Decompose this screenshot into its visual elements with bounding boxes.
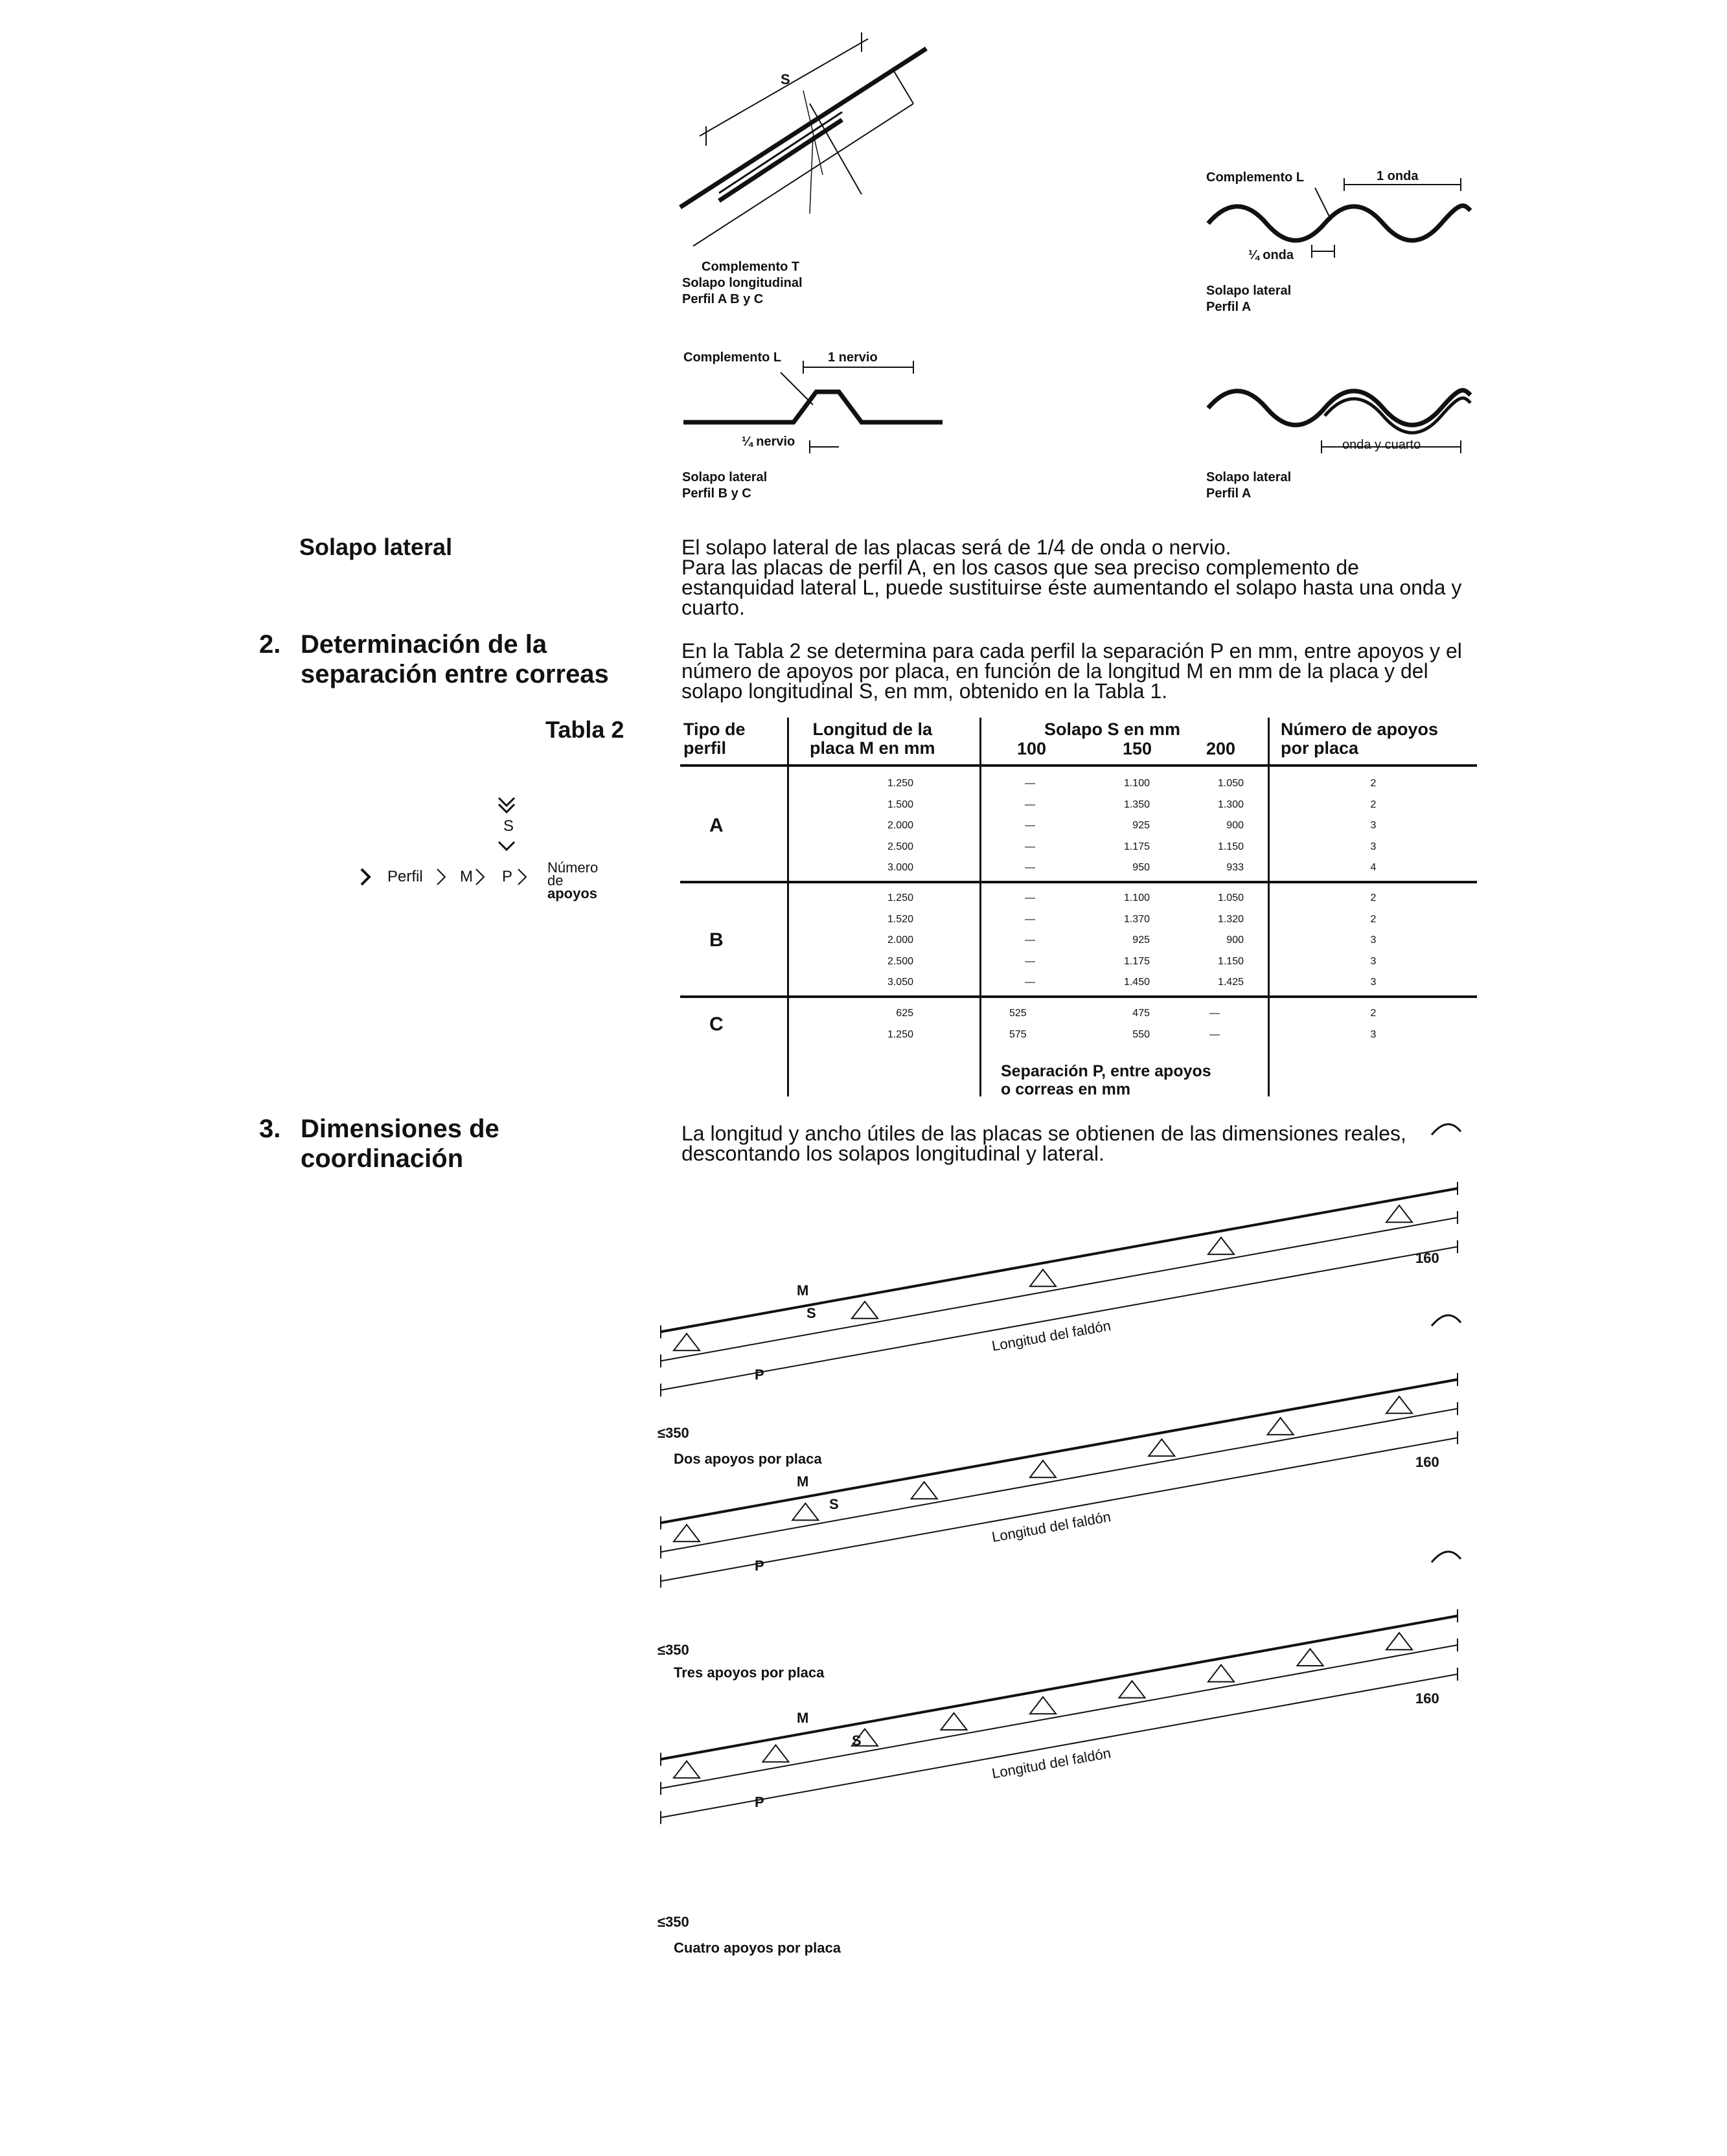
roof-m: M bbox=[797, 1473, 809, 1490]
table-header-rule bbox=[680, 764, 1477, 767]
perfil-a: A bbox=[709, 815, 724, 836]
th-solapo: Solapo S en mm bbox=[1044, 720, 1181, 739]
support-triangle bbox=[1268, 1418, 1294, 1435]
fig2-caption: Solapo lateral Perfil A bbox=[1206, 284, 1292, 314]
fig2-label-complemento: Complemento L bbox=[1206, 170, 1305, 185]
fig4-caption: Solapo lateral Perfil A bbox=[1206, 470, 1292, 501]
roof-line bbox=[661, 1616, 1458, 1759]
roof-faldon: Longitud del faldón bbox=[990, 1508, 1112, 1545]
roof-faldon: Longitud del faldón bbox=[990, 1745, 1112, 1782]
roof-line bbox=[661, 1379, 1458, 1523]
fig3-label-cuarto: ¼ nervio bbox=[742, 435, 795, 449]
col-b-s100: — — — — — bbox=[1025, 892, 1035, 988]
perfil-c: C bbox=[709, 1014, 724, 1035]
support-triangle bbox=[763, 1745, 789, 1762]
col-b-s150: 1.100 1.370 925 1.175 1.450 bbox=[1123, 892, 1150, 988]
flow-s: S bbox=[503, 817, 514, 835]
section3-text: La longitud y ancho útiles de las placas se obtienen de las dimensiones reales, descontando los solapos longitudinal y lateral. bbox=[681, 1122, 1406, 1165]
table-vline-2 bbox=[979, 718, 981, 1096]
th-s150: 150 bbox=[1123, 739, 1152, 758]
support-triangle bbox=[1149, 1439, 1174, 1456]
roof-edge: 160 bbox=[1415, 1250, 1439, 1266]
col-c-s100: 525 575 bbox=[1009, 1008, 1027, 1040]
support-triangle bbox=[1030, 1697, 1056, 1714]
roof-faldon: Longitud del faldón bbox=[990, 1317, 1112, 1354]
support-triangle bbox=[1298, 1649, 1323, 1666]
roof-limit: ≤350 bbox=[658, 1642, 689, 1658]
roof-line bbox=[661, 1188, 1458, 1332]
support-triangle bbox=[1386, 1396, 1412, 1413]
table-rule-b bbox=[680, 995, 1477, 998]
fig4-label-onda-cuarto: onda y cuarto bbox=[1342, 438, 1421, 452]
support-triangle bbox=[792, 1503, 818, 1520]
figure-solapo-lateral-onda bbox=[1205, 175, 1477, 278]
col-c-apoyos: 2 3 bbox=[1370, 1008, 1377, 1040]
roof-s: S bbox=[852, 1732, 862, 1749]
th-s100: 100 bbox=[1017, 739, 1047, 758]
perfil-b: B bbox=[709, 929, 724, 951]
col-b-apoyos: 2 2 3 3 3 bbox=[1370, 892, 1377, 988]
roof-p: P bbox=[755, 1794, 764, 1810]
support-triangle bbox=[1386, 1633, 1412, 1650]
roof-edge: 160 bbox=[1415, 1454, 1439, 1470]
roof-limit: ≤350 bbox=[658, 1425, 689, 1441]
figure-solapo-longitudinal bbox=[680, 32, 952, 266]
fig3-label-complemento: Complemento L bbox=[683, 350, 782, 365]
roof-edge: 160 bbox=[1415, 1690, 1439, 1707]
col-c-longitud: 625 1.250 bbox=[887, 1008, 913, 1040]
roof-s: S bbox=[806, 1305, 816, 1321]
section2-title: Determinación de la separación entre correas bbox=[301, 630, 609, 688]
support-triangle bbox=[1119, 1681, 1145, 1697]
table-footnote: Separación P, entre apoyos o correas en mm bbox=[1001, 1062, 1211, 1098]
figure-solapo-lateral-nervio bbox=[683, 359, 955, 457]
table-label: Tabla 2 bbox=[545, 716, 624, 743]
roof-line bbox=[661, 1438, 1458, 1581]
roof-p: P bbox=[755, 1367, 764, 1383]
fig2-label-cuarto: ¼ onda bbox=[1248, 248, 1294, 262]
section1-title: Solapo lateral bbox=[299, 534, 453, 560]
support-triangle bbox=[1386, 1205, 1412, 1222]
support-triangle bbox=[674, 1333, 700, 1350]
roof-diagram-2 bbox=[648, 1370, 1464, 1642]
roof-line bbox=[661, 1674, 1458, 1817]
col-c-s150: 475 550 bbox=[1132, 1008, 1150, 1040]
table-rule-a bbox=[680, 881, 1477, 883]
support-triangle bbox=[1208, 1665, 1234, 1682]
roof-caption: Tres apoyos por placa bbox=[674, 1664, 825, 1681]
flow-p: P bbox=[502, 868, 513, 885]
col-b-longitud: 1.250 1.520 2.000 2.500 3.050 bbox=[887, 892, 913, 988]
support-triangle bbox=[911, 1482, 937, 1499]
support-triangle bbox=[674, 1525, 700, 1541]
support-triangle bbox=[1208, 1238, 1234, 1254]
flow-result: Número de apoyos bbox=[547, 859, 599, 902]
roof-caption: Cuatro apoyos por placa bbox=[674, 1940, 841, 1956]
fig1-caption: Complemento T Solapo longitudinal Perfil A B y C bbox=[682, 260, 803, 306]
support-triangle bbox=[674, 1761, 700, 1778]
fig2-label-onda: 1 onda bbox=[1377, 169, 1419, 183]
fig3-label-nervio: 1 nervio bbox=[828, 350, 878, 365]
figure-onda-y-cuarto bbox=[1205, 376, 1477, 460]
table-vline-1 bbox=[787, 718, 789, 1096]
support-triangle bbox=[852, 1302, 878, 1319]
roof-line bbox=[661, 1247, 1458, 1390]
th-tipo: Tipo de perfil bbox=[683, 720, 746, 758]
fig1-label-s: S bbox=[781, 71, 790, 87]
support-triangle bbox=[941, 1713, 967, 1730]
roof-p: P bbox=[755, 1558, 764, 1574]
support-triangle bbox=[1030, 1460, 1056, 1477]
roof-diagram-3 bbox=[648, 1606, 1464, 1878]
roof-caption: Dos apoyos por placa bbox=[674, 1451, 822, 1467]
support-triangle bbox=[1030, 1269, 1056, 1286]
col-a-s150: 1.100 1.350 925 1.175 950 bbox=[1123, 778, 1150, 873]
fig3-caption: Solapo lateral Perfil B y C bbox=[682, 470, 768, 501]
flow-m: M bbox=[460, 868, 473, 885]
roof-limit: ≤350 bbox=[658, 1914, 689, 1930]
section1-text: El solapo lateral de las placas será de 1/4 de onda o nervio. Para las placas de perfil A, en los casos que sea preciso complemento de estanquidad lateral L, puede sustituirse éste aumentando el solapo hasta una onda y cuarto. bbox=[681, 536, 1462, 619]
th-longitud: Longitud de la placa M en mm bbox=[810, 720, 935, 758]
col-b-s200: 1.050 1.320 900 1.150 1.425 bbox=[1217, 892, 1244, 988]
col-c-s200: — — bbox=[1209, 1008, 1220, 1040]
roof-m: M bbox=[797, 1282, 809, 1299]
section3-title: Dimensiones de coordinación bbox=[301, 1115, 499, 1173]
table-vline-3 bbox=[1268, 718, 1270, 1096]
flow-perfil: Perfil bbox=[387, 868, 423, 885]
section3-number: 3. bbox=[259, 1115, 281, 1143]
th-numero: Número de apoyos por placa bbox=[1281, 720, 1439, 758]
th-s200: 200 bbox=[1206, 739, 1236, 758]
col-a-apoyos: 2 2 3 3 4 bbox=[1370, 778, 1377, 873]
col-a-s200: 1.050 1.300 900 1.150 933 bbox=[1217, 778, 1244, 873]
roof-m: M bbox=[797, 1710, 809, 1726]
col-a-s100: — — — — — bbox=[1025, 778, 1035, 873]
col-a-longitud: 1.250 1.500 2.000 2.500 3.000 bbox=[887, 778, 913, 873]
section2-number: 2. bbox=[259, 630, 281, 659]
roof-s: S bbox=[829, 1496, 839, 1512]
section2-text: En la Tabla 2 se determina para cada perfil la separación P en mm, entre apoyos y el número de apoyos por placa, en función de la longitud M en mm de la placa y del solapo longitudinal S, en mm, obtenido en la Tabla 1. bbox=[681, 639, 1462, 703]
